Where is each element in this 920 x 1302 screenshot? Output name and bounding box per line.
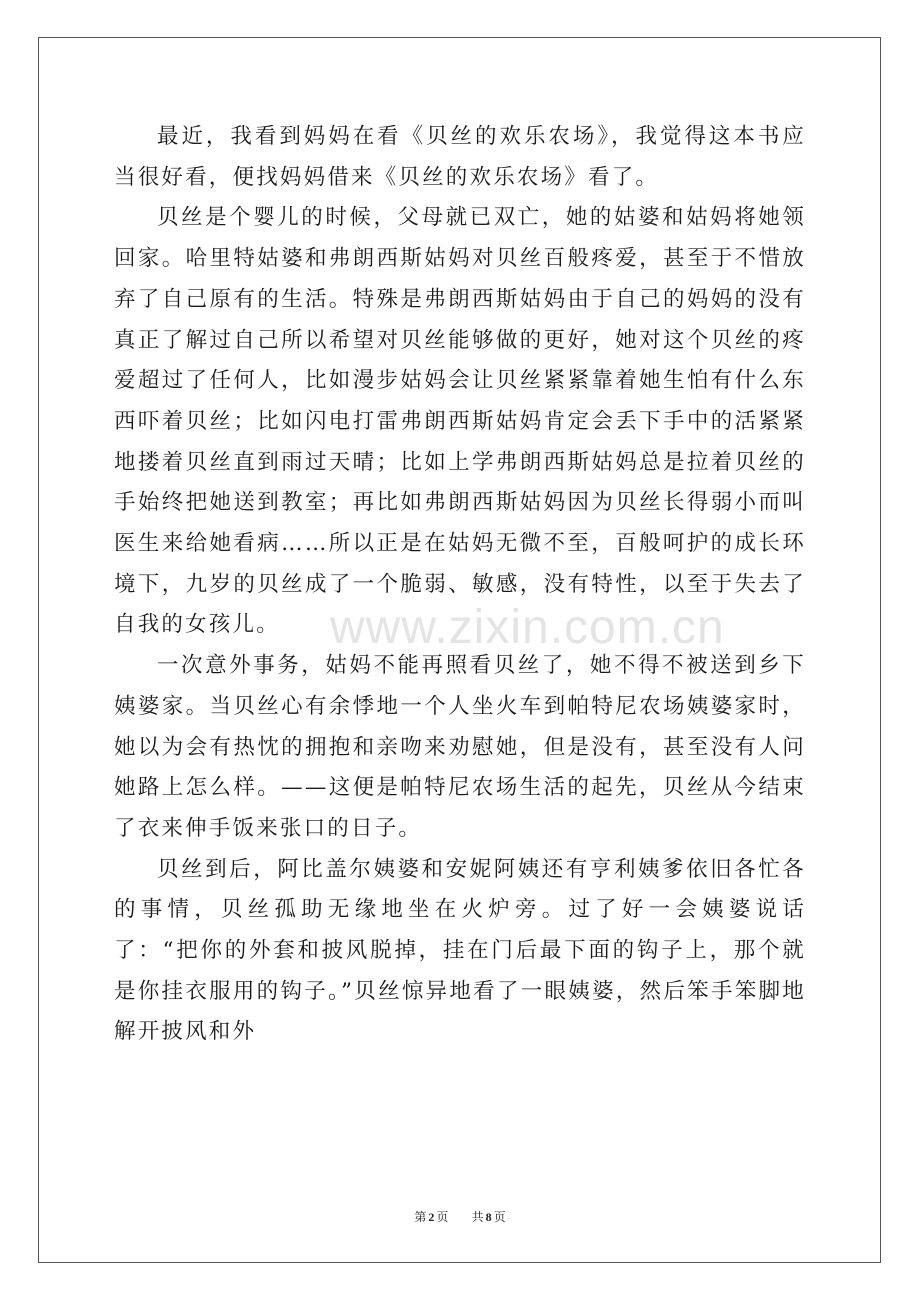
watermark: www.zixin.com.cn bbox=[330, 601, 725, 654]
paragraph-3: 一次意外事务，姑妈不能再照看贝丝了，她不得不被送到乡下姨婆家。当贝丝心有余悸地一个人坐火车到帕特尼农场姨婆家时，她以为会有热忱的拥抱和亲吻来劝慰她，但是没有，甚至没有人问她路上怎么样。——这便是帕特尼农场生活的起先，贝丝从今结束了衣来伸手饭来张口的日子。 bbox=[114, 653, 806, 841]
page-indicator: 第 2 页 bbox=[414, 1210, 449, 1224]
document-body bbox=[114, 117, 806, 1053]
paragraph-4: 贝丝到后，阿比盖尔姨婆和安妮阿姨还有亨利姨爹依旧各忙各的事情，贝丝孤助无缘地坐在火炉旁。过了好一会姨婆说话了：“把你的外套和披风脱掉，挂在门后最下面的钩子上，那个就是你挂衣服用的钩子。”贝丝惊异地看了一眼姨婆，然后笨手笨脚地解开披风和外 bbox=[114, 856, 806, 1045]
page-footer bbox=[0, 1208, 920, 1225]
paragraph-1: 最近，我看到妈妈在看《贝丝的欢乐农场》，我觉得这本书应当很好看，便找妈妈借来《贝丝的欢乐农场》看了。 bbox=[114, 124, 806, 190]
paragraph-2: 贝丝是个婴儿的时候，父母就已双亡，她的姑婆和姑妈将她领回家。哈里特姑婆和弗朗西斯姑妈对贝丝百般疼爱，甚至于不惜放弃了自己原有的生活。特殊是弗朗西斯姑妈由于自己的妈妈的没有真正了解过自己所以希望对贝丝能够做的更好，她对这个贝丝的疼爱超过了任何人，比如漫步姑妈会让贝丝紧紧靠着她生怕有什么东西吓着贝丝；比如闪电打雷弗朗西斯姑妈肯定会丢下手中的活紧紧地搂着贝丝直到雨过天晴；比如上学弗朗西斯姑妈总是拉着贝丝的手始终把她送到教室；再比如弗朗西斯姑妈因为贝丝长得弱小而叫医生来给她看病……所以正是在姑妈无微不至，百般呵护的成长环境下，九岁的贝丝成了一个脆弱、敏感，没有特性，以至于失去了自我的女孩儿。 bbox=[114, 205, 806, 638]
page-total: 共 8 页 bbox=[471, 1210, 506, 1224]
